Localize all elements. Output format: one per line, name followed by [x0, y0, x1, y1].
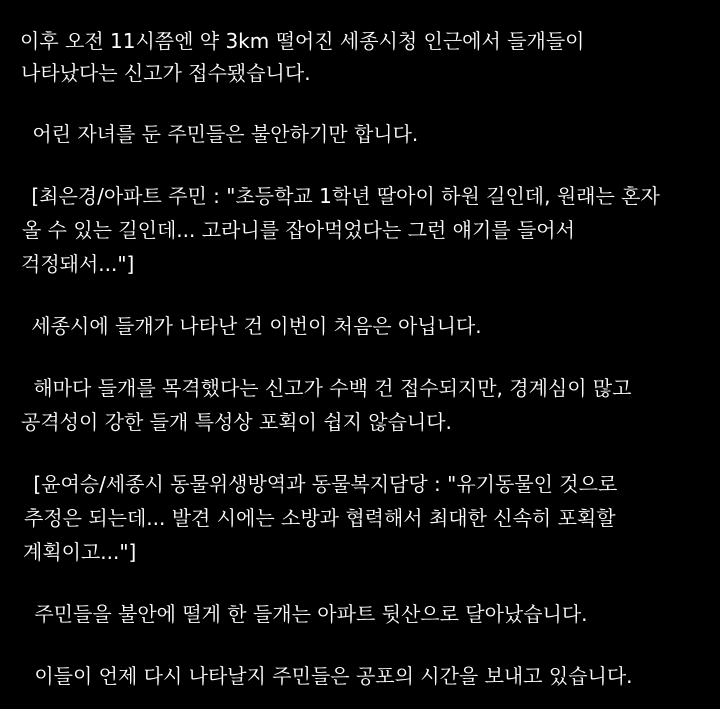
paragraph-7-line-1: 주민들을 불안에 떨게 한 들개는 아파트 뒷산으로 달아났습니다.: [28, 602, 588, 626]
paragraph-1-line-1: 이후 오전 11시쯤엔 약 3km 떨어진 세종시청 인근에서 들개들이: [20, 29, 585, 53]
paragraph-5-line-2: 공격성이 강한 들개 특성상 포획이 쉽지 않습니다.: [21, 410, 452, 434]
paragraph-8-line-1: 이들이 언제 다시 나타날지 주민들은 공포의 시간을 보내고 있습니다.: [28, 664, 633, 688]
quote-2-line-3: 계획이고..."]: [23, 540, 137, 564]
paragraph-4-line-1: 세종시에 들개가 나타난 건 이번이 처음은 아닙니다.: [25, 314, 482, 338]
quote-1-line-1: [최은경/아파트 주민 : "초등학교 1학년 딸아이 하원 길인데, 원래는 혼자: [25, 184, 660, 208]
quote-1-line-3: 걱정돼서..."]: [21, 252, 135, 276]
paragraph-1-line-2: 나타났다는 신고가 접수됐습니다.: [21, 61, 311, 85]
quote-2-line-1: [윤여승/세종시 동물위생방역과 동물복지담당 : "유기동물인 것으로: [27, 472, 618, 496]
paragraph-5-line-1: 해마다 들개를 목격했다는 신고가 수백 건 접수되지만, 경계심이 많고: [27, 376, 632, 400]
paragraph-2-line-1: 어린 자녀를 둔 주민들은 불안하기만 합니다.: [26, 122, 419, 146]
quote-1-line-2: 올 수 있는 길인데... 고라니를 잡아먹었다는 그런 얘기를 들어서: [22, 218, 575, 242]
quote-2-line-2: 추정은 되는데... 발견 시에는 소방과 협력해서 최대한 신속히 포획할: [24, 506, 616, 530]
